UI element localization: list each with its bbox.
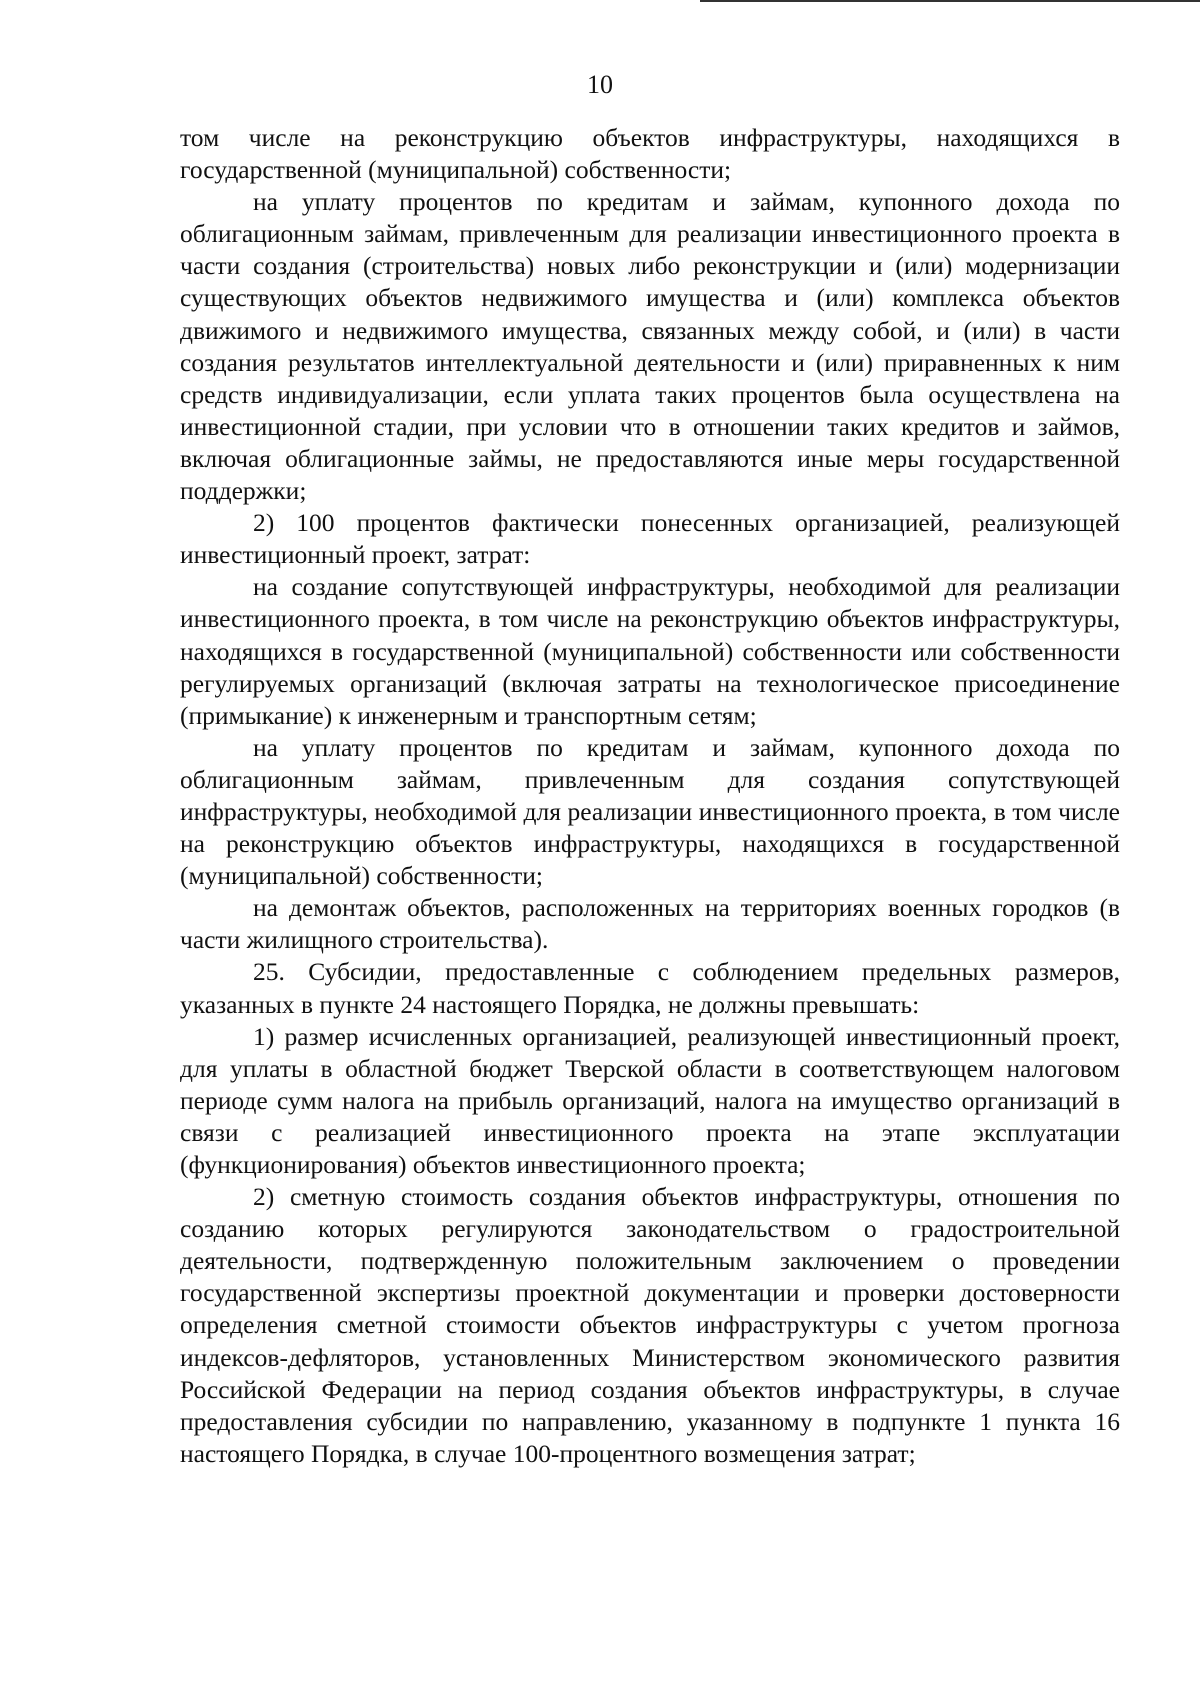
paragraph-3: 2) 100 процентов фактически понесенных организацией, реализующей инвестиционный проект, затрат: — [180, 508, 1120, 570]
paragraph-7: 25. Субсидии, предоставленные с соблюдением предельных размеров, указанных в пункте 24 настоящего Порядка, не должны превышать: — [180, 957, 1120, 1019]
paragraph-4: на создание сопутствующей инфраструктуры, необходимой для реализации инвестиционного проекта, в том числе на реконструкцию объектов инфраструктуры, находящихся в государственной (муниципальной) собственности или собственности регулируемых организаций (включая затраты на технологическое присоединение (примыкание) к инженерным и транспортным сетям; — [180, 572, 1120, 730]
top-edge-rule — [700, 0, 1200, 2]
paragraph-1: том числе на реконструкцию объектов инфраструктуры, находящихся в государственной (муниципальной) собственности; — [180, 123, 1120, 185]
paragraph-8: 1) размер исчисленных организацией, реализующей инвестиционный проект, для уплаты в областной бюджет Тверской области в соответствующем налоговом периоде сумм налога на прибыль организаций, налога на имущество организаций в связи с реализацией инвестиционного проекта на этапе эксплуатации (функционирования) объектов инвестиционного проекта; — [180, 1021, 1120, 1179]
document-body — [180, 122, 1120, 1470]
paragraph-2: на уплату процентов по кредитам и займам, купонного дохода по облигационным займам, привлеченным для реализации инвестиционного проекта в части создания (строительства) новых либо реконструкции и (или) модернизации существующих объектов недвижимого имущества и (или) комплекса объектов движимого и недвижимого имущества, связанных между собой, и (или) в части создания результатов интеллектуальной деятельности и (или) приравненных к ним средств индивидуализации, если уплата таких процентов была осуществлена на инвестиционной стадии, при условии что в отношении таких кредитов и займов, включая облигационные займы, не предоставляются иные меры государственной поддержки; — [180, 187, 1120, 506]
paragraph-6: на демонтаж объектов, расположенных на территориях военных городков (в части жилищного строительства). — [180, 893, 1120, 955]
paragraph-9: 2) сметную стоимость создания объектов инфраструктуры, отношения по созданию которых регулируются законодательством о градостроительной деятельности, подтвержденную положительным заключением о проведении государственной экспертизы проектной документации и проверки достоверности определения сметной стоимости объектов инфраструктуры с учетом прогноза индексов-дефляторов, установленных Министерством экономического развития Российской Федерации на период создания объектов инфраструктуры, в случае предоставления субсидии по направлению, указанному в подпункте 1 пункта 16 настоящего Порядка, в случае 100-процентного возмещения затрат; — [180, 1182, 1120, 1468]
page-number: 10 — [587, 70, 613, 99]
paragraph-5: на уплату процентов по кредитам и займам, купонного дохода по облигационным займам, привлеченным для создания сопутствующей инфраструктуры, необходимой для реализации инвестиционного проекта, в том числе на реконструкцию объектов инфраструктуры, находящихся в государственной (муниципальной) собственности; — [180, 732, 1120, 891]
